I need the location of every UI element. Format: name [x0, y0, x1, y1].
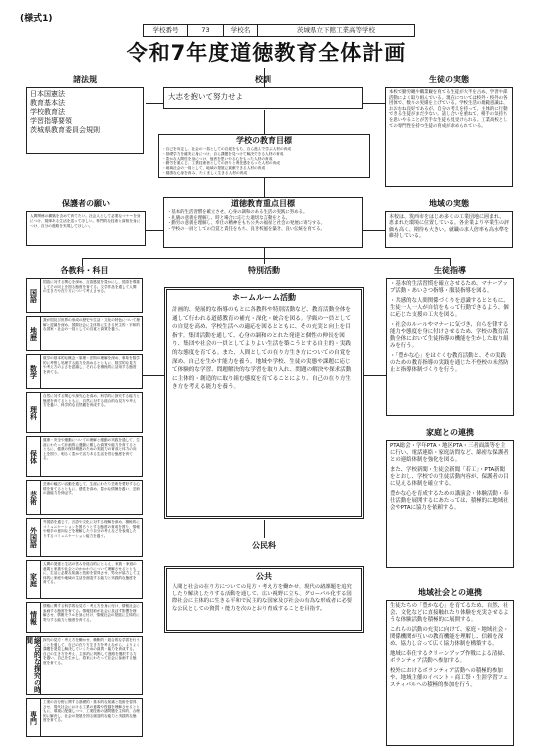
community-item: これらの活動の充実に向けて、家庭・地域社会・関係機関が互いの教育機能を理解し、信頼を深め、協力し合って広く協力体制を構築する。: [390, 627, 509, 647]
region-text: 本校は、筑西市をはじめ多くの工業団地に囲まれ、恵まれた環境に位置している。各企業より卒業生の評価も高く、期待も大きい。就職の求人倍率も高水準を維持している。: [389, 214, 510, 240]
community-item: 校外におけるボランティア活動への積極的参加や、地域主催のイベント・商工祭・生涯学習フェスティバルへの積極的参加を行う。: [390, 668, 509, 688]
subjects-heading: 各教科・科目: [60, 266, 109, 275]
laws-item: 学校教育法: [30, 108, 65, 116]
homeroom-heading: ホームルーム活動: [232, 293, 296, 302]
page-title: 令和7年度道徳教育全体計画: [126, 41, 407, 65]
community-box: [386, 600, 514, 746]
subject-text: 健康・安全や運動についての理解と運動の実践を通して、生涯にわたって計画的に運動に親しむ資質や能力を育てるとともに、健康の保持増進のための実践力の育成と体力の向上を図り、明るく豊かで活力ある生活を営む態度を育てる。: [43, 438, 140, 461]
school-number-label: 学校番号: [144, 25, 188, 36]
subject-text: 我が国及び世界の形成の歴史や生活・文化の特色について理解と認識を深め、国際社会に主体的に生きる民主的・平和的な国家・社会の一員としての自覚と資質を養う。: [43, 318, 140, 332]
students-box: [385, 87, 513, 187]
guidance-heading: 生徒指導: [434, 266, 466, 275]
subject-row: [26, 316, 143, 351]
subject-name: 家庭: [27, 561, 41, 598]
school-goal-item: ・基礎学力を確実に身につけ、自ら課題を見つけて解決できる人材の育成: [162, 151, 284, 156]
subject-row: [26, 560, 143, 599]
civics-heading: 公民科: [252, 541, 276, 550]
subject-name: 保体: [27, 437, 41, 476]
subject-row: [26, 636, 143, 695]
school-goal-heading: 学校の教育目標: [236, 136, 292, 145]
form-label: (様式1): [20, 14, 53, 24]
subject-name: 国語: [27, 279, 41, 312]
community-heading: 地域社会との連携: [418, 588, 482, 597]
guidance-box: [386, 278, 514, 416]
guardians-text: 人間関係の構築を含めて育てたい。社会人として必要なマナーを身につけ、規律ある生活を送ってほしい。専門的な技術と資格を身につけ、自分の進路を実現してほしい。: [30, 214, 141, 228]
public-text: 人間と社会の在り方についての見方・考え方を働かせ、現代の諸課題を追究したり解決したりする活動を通して、広い視野に立ち、グローバル化する国際社会に主体的に生きる平和で民主的な国家及び社会の有為な形成者に必要な公民としての資質・能力を次のとおり育成することを目指す。: [172, 584, 353, 612]
header-table: [143, 24, 415, 37]
subject-row: [26, 354, 143, 389]
school-name-label: 学校名: [224, 25, 258, 36]
school-goal-box: [158, 134, 370, 178]
school-goal-item: ・地域社会の一員として、地域の発展に貢献できる人材の育成: [162, 166, 266, 171]
community-item: 地域に奉仕するクリーンアップ作戦による清掃、ボランティア活動へ参加する。: [390, 651, 509, 664]
subject-name: 外国語: [27, 519, 41, 556]
family-item: PTA総会・学年PTA・地区PTA・三者面談等を主に行い、電話連絡・家庭訪問など、綿密な保護者との連絡体制を強化を図る。: [390, 443, 509, 463]
school-number: 73: [188, 25, 224, 36]
subject-text: 探究の見方・考え方を働かせ、横断的・総合的な学習を行うことを通して、自己の在り方生き方を考えながら、よりよく課題を発見し解決していくための資質・能力を育成する。自己の生き方を考え、主体的に判断して進路を選択する力を養い、自己を生かし、将来にわたって社会に参画する態度を育てる。: [43, 638, 140, 665]
laws-item: 教育基本法: [30, 99, 65, 107]
subject-row: [26, 518, 143, 557]
school-goal-item: ・健康な心身を育み、たくましく生きる人材の育成: [162, 170, 248, 175]
subject-row: [26, 480, 143, 515]
homeroom-text: 計画的、発展的な指導のもとに各教科や特別活動など、教育活動全体を通して行われる道徳教育の補充・深化・統合を図る。学級の一員としての自覚を高め、学校生活への適応を図るとともに、その充実と向上を目指す。集団活動を通して、心身の調和のとれた発達と個性の伸長を図り、集団や社会の一員としてよりよい生活を築こうとする自主的・実践的な態度を育てる。また、人間としての在り方生き方についての自覚を深め、自己を生かす能力を養う。地域や学校、生徒の実態や課題に応じて体験的な学習、問題解決的な学習を取り入れ、問題の解決や探求活動に主体的・創造的に取り組む態度を育てることにより、自己の在り方生き方を考える能力を養う。: [172, 307, 352, 391]
public-heading: 公共: [256, 572, 272, 581]
students-text: 本校で勤労観や職業観を育てる生徒が大半を占め、学習や部活動によく取り組んでいる。現在については校外・校外の各団体で、数々の実績を上げている。学校生活の規範意識は、おおむね良好であるが、自分の考えを持って、主体的に行動できる生徒がまだ少ない。話し合いを重ねて、相手の気持ちを思いやることが苦手な生徒も見受けられる。工業高校としての専門性を持つ生徒の育成が求められている。: [389, 90, 508, 129]
moral-goal-item: ・礼儀の意義を理解し、時と場合に応じた適切な言動をとる。: [167, 215, 290, 221]
guidance-item: ・共感的な人間関係づくりを意識するとともに、生徒一人一人が自信をもって行動できるよう、個に応じた支援の工夫を図る。: [390, 298, 509, 318]
moral-goal-box: [163, 197, 363, 248]
laws-heading: 諸法規: [73, 75, 97, 84]
subject-text: 芸術の幅広い活動を通して、生涯にわたり芸術を愛好する心情を育てるとともに、感性を高め、豊かな情操を養い、芸術の諸能力を伸ばす。: [43, 482, 140, 496]
subject-text: 外国語を通じて、言語や文化に対する理解を深め、積極的にコミュニケーションを図ろうとする態度の育成を図り、情報や相手の意向などを理解したり自分の考えなどを表現したりするコミュニケーション能力を養う。: [43, 520, 140, 538]
laws-item: 茨城県教育委員会規則: [30, 126, 100, 134]
subject-name: 地歴: [27, 317, 41, 350]
subject-text: 国語に対する関心を深め、言語感覚を豊かにし、国語を尊重してその向上を図る態度を育てる。文学作品を通して人間の生き方や在り方について考えさせる。: [43, 280, 140, 294]
subject-text: 自然に対する関心や探究心を高め、科学的に探究する能力と態度を育てるとともに、自然に対する総合的な見方や考え方を養い、科学的な自然観を育成する。: [43, 394, 140, 408]
subject-name: 専門: [27, 699, 41, 736]
laws-item: 日本国憲法: [30, 90, 65, 98]
school-name: 茨城県立下館工業高等学校: [297, 26, 375, 34]
school-goal-item: ・自己を肯定し、社会の一員としての自覚をもち、自ら進んで学ぶ人材の育成: [162, 147, 292, 151]
guidance-item: ・「豊かな心」をはぐくむ教育活動と、その実践のための教育指導の実践を通じた不登校の未然防止と指導体制づくりを行う。: [390, 353, 509, 373]
special-heading: 特別活動: [248, 266, 280, 275]
family-item: 豊かな心を育成するための講演会・体験活動・奉仕活動を展開するにあたっては、積極的に地域社会やPTAに協力を依頼する。: [390, 491, 509, 511]
public-box: [164, 566, 364, 633]
subjects-table: [26, 278, 143, 746]
subject-name: 数学: [27, 355, 41, 388]
subject-name: 理科: [27, 393, 41, 432]
students-heading: 生徒の実態: [429, 75, 469, 84]
region-box: [385, 211, 513, 248]
guardians-heading: 保護者の願い: [62, 199, 110, 208]
family-item: また、学校新聞・生徒会新聞「若工」・PTA新聞をとおし、学校での生徒活動内容が、保護者の目に見える体制を確立する。: [390, 467, 509, 487]
subject-name: 芸術: [27, 481, 41, 514]
homeroom-box: [164, 287, 364, 519]
motto-box: [163, 87, 363, 109]
community-item: 生徒たちの「豊かな心」を育てるため、自然、社会、文化などに直接触れたり体験を充実させるような体験活動を積極的に展開する。: [390, 603, 509, 623]
moral-goal-heading: 道徳教育重点目標: [231, 199, 295, 208]
subject-text: 数学の基本的な概念・原理・法則の理解を深め、事象を数学的に考察し処理する能力を高めるとともに、数学的な見方や考え方のよさを認識し、それらを積極的に活用する態度を育てる。: [43, 356, 140, 374]
subject-text: 工業の各分野に関する基礎的・基本的な知識と技術を習得させ、現代社会における工業の意義や役割を理解させるとともに、環境に配慮しつつ、工業技術の諸問題を主体的、合理的に解決し、社会の発展を図る創造的な能力と実践的な態度を育てる。: [43, 700, 140, 723]
family-box: [386, 440, 514, 568]
moral-goal-item: ・学校の一員としての自覚と責任をもち、良き校風を築き、良い伝統を育てる。: [167, 226, 325, 232]
subject-row: [26, 392, 143, 433]
guardians-box: [26, 211, 146, 246]
subject-row: [26, 278, 143, 313]
subject-text: 人間の発達と生活の営みを総合的にとらえ、家族・家庭の意義と家族や社会とのかかわりについて理解させるとともに、生活に必要な知識と技術を習得させ、男女が協力して主体的に家庭や地域の生活を創造する能力と実践的な態度を育てる。: [43, 562, 140, 585]
moral-goal-item: ・基本的生活習慣を確立させ、心身の調和のある生活の実践に努める。: [167, 210, 308, 215]
school-goal-item: ・豊かな人間性を身につけ、他者を思いやる心をもった人材の育成: [162, 156, 273, 161]
subject-name: 情報: [27, 603, 41, 632]
subject-row: [26, 436, 143, 477]
subject-text: 情報に関する科学的な見方・考え方を身に付け、情報社会に参画する態度を育てる。情報技術が社会に及ぼす影響を理解させ、情報モラルを身に付け、情報社会の発展に主体的に寄与する能力と態度を育てる。: [43, 604, 140, 622]
laws-box: [26, 87, 144, 154]
region-heading: 地域の実態: [429, 199, 469, 208]
laws-item: 学習指導要領: [30, 117, 72, 125]
subject-name: 総合的な探究の時間: [25, 637, 42, 693]
motto-text: 大志を抱いて努力せよ: [168, 92, 243, 101]
guidance-item: ・基本的生活習慣を確立させるため、マナーアップ活動・あいさつ指導・服装指導を図る。: [390, 281, 508, 294]
subject-row: [26, 602, 143, 633]
subject-row: [26, 698, 143, 737]
guidance-item: ・社会のルールやマナーに気づき、自らを律する能力や態度を身に付けさせるため、学校の教育活動全体において生徒指導の機能を生かした取り組みを行う。: [390, 322, 509, 349]
moral-goal-item: ・勤労の意義を理解し、奉仕の精神をもち公共の福祉と社会の発展に寄与する。: [167, 221, 326, 227]
family-heading: 家庭との連携: [426, 428, 474, 437]
school-goal-item: ・勤労を重んじ、工業技術者としての誇りと責任感をもった人材の育成: [162, 161, 280, 166]
motto-heading: 校訓: [255, 75, 271, 84]
